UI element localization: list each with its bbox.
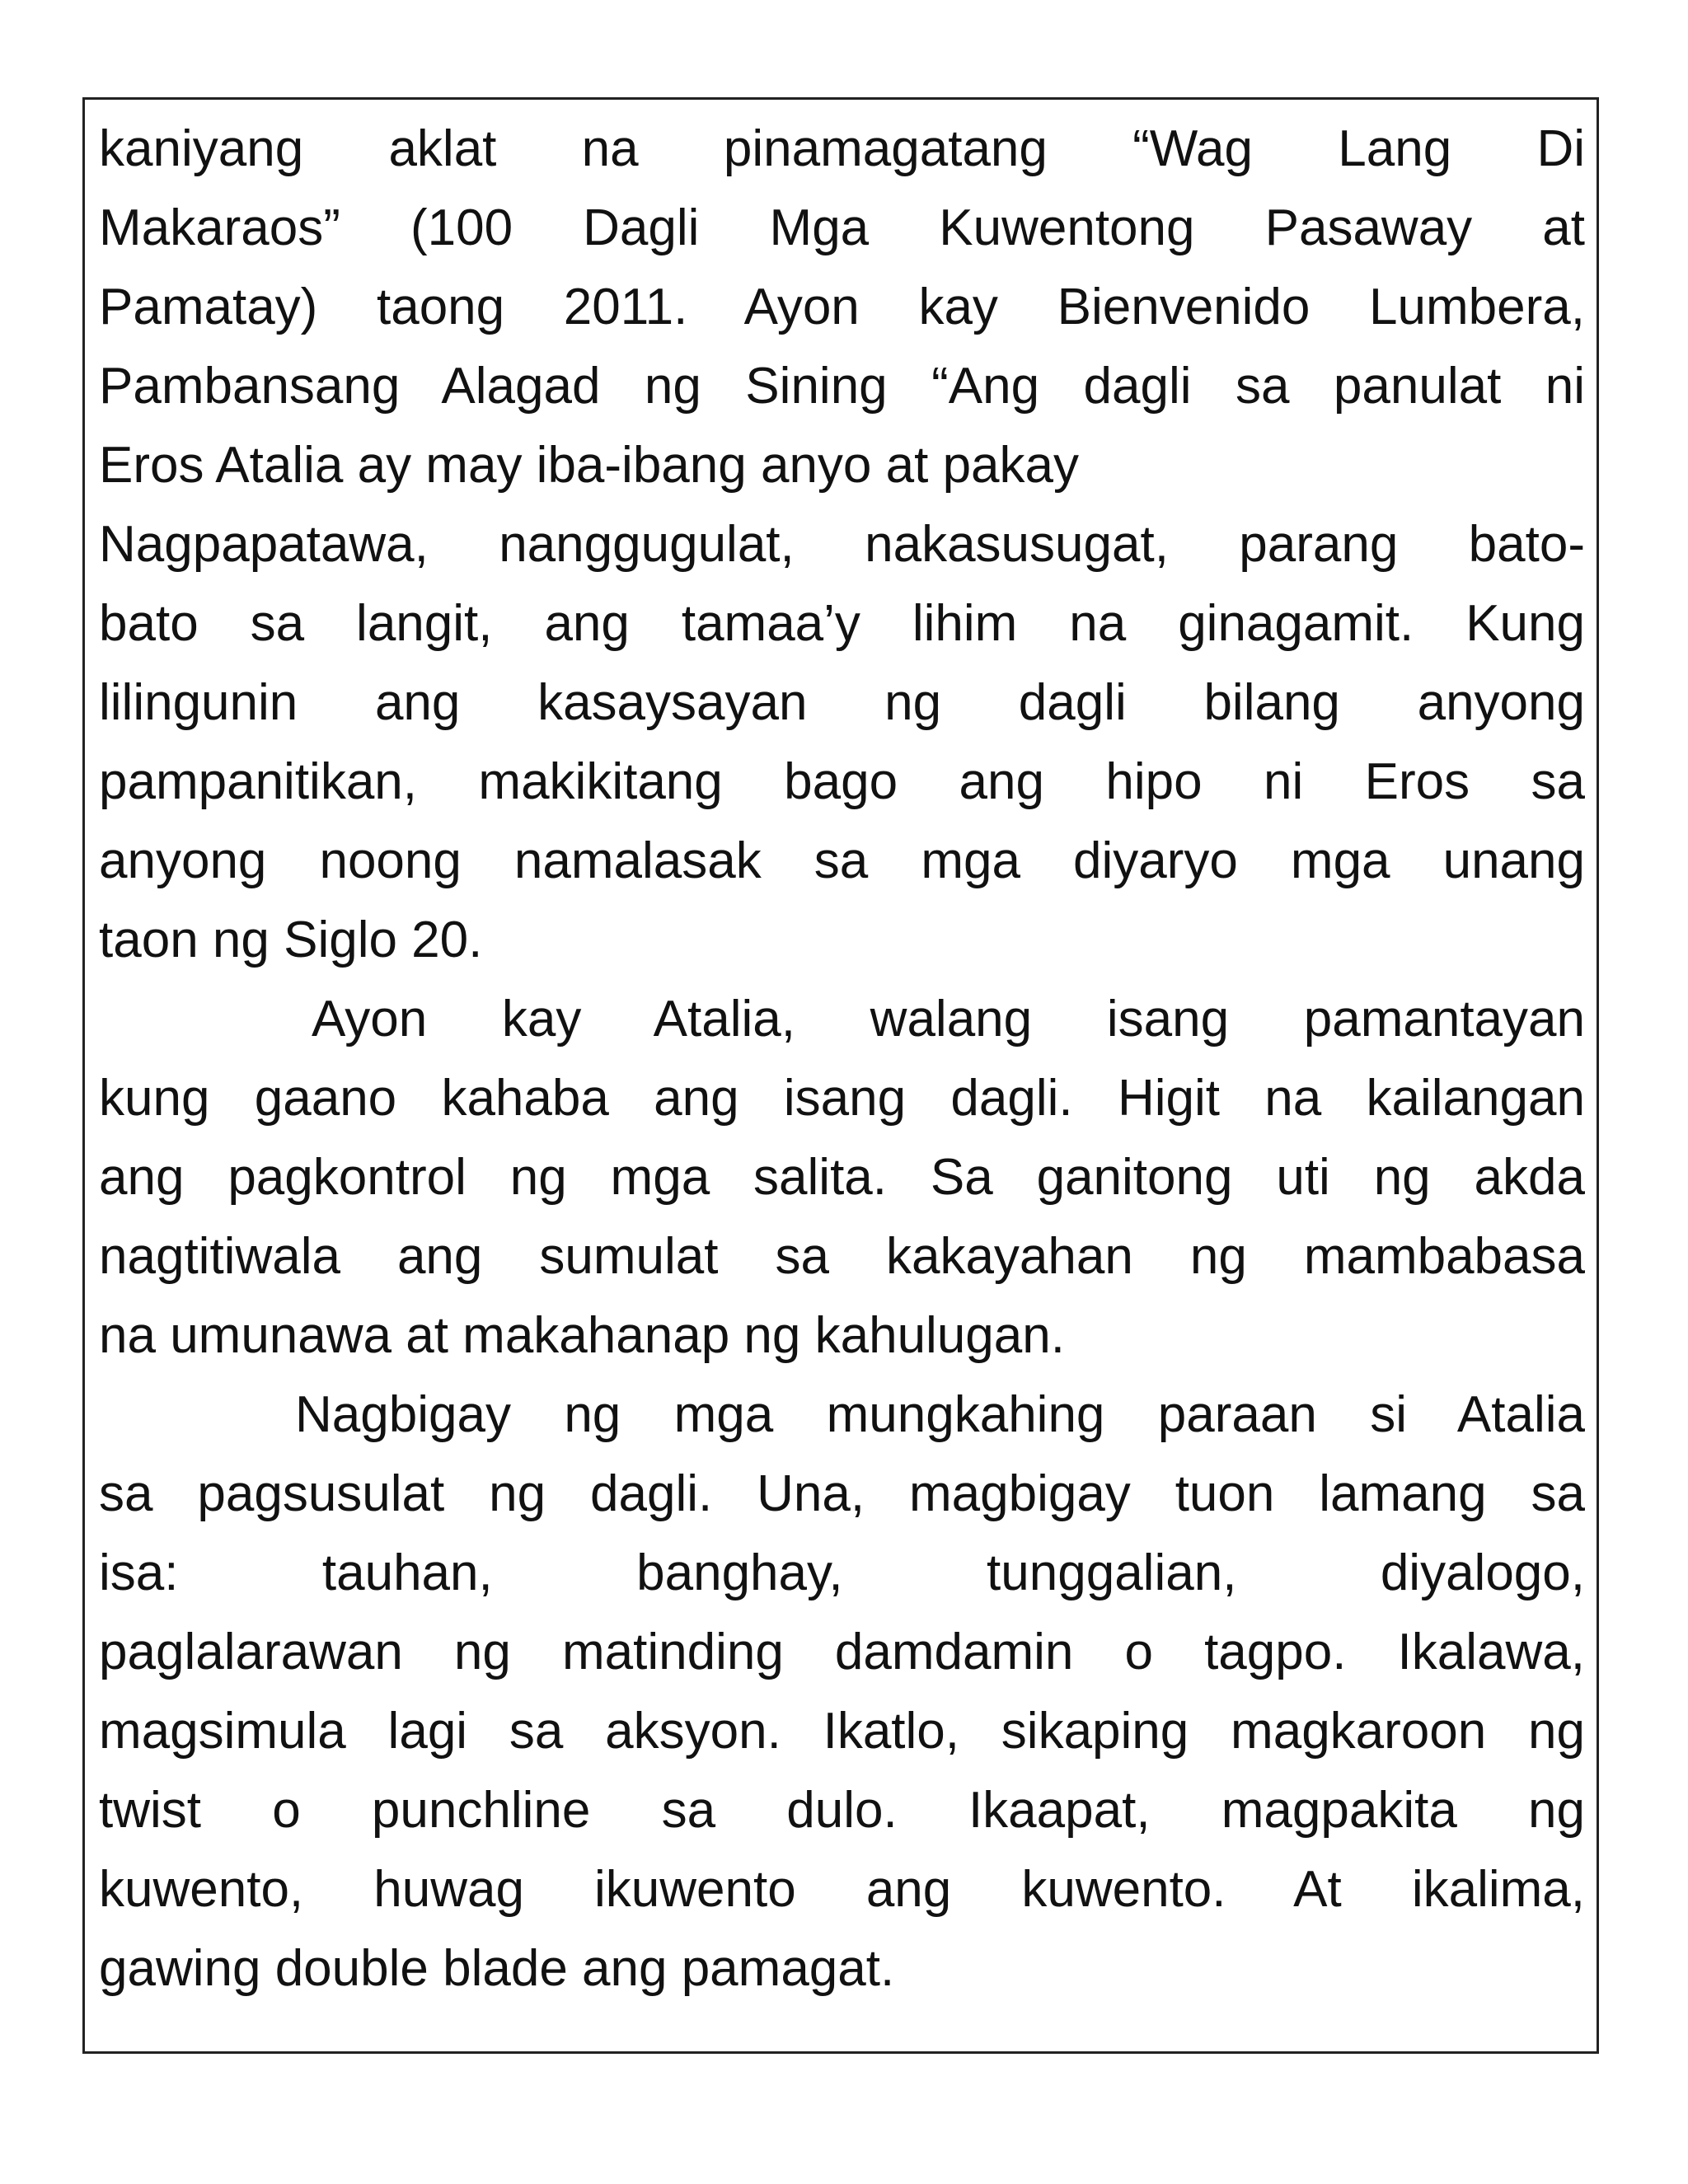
text-line: kaniyang aklat na pinamagatang “Wag Lang Di (99, 120, 1585, 177)
text-line: gawing double blade ang pamagat. (99, 1940, 895, 1997)
text-line: Pamatay) taong 2011. Ayon kay Bienvenido Lumbera, (99, 279, 1585, 335)
text-line: Ayon kay Atalia, walang isang pamantayan (312, 991, 1585, 1047)
text-line: magsimula lagi sa aksyon. Ikatlo, sikaping magkaroon ng (99, 1703, 1585, 1760)
text-line: paglalarawan ng matinding damdamin o tagpo. Ikalawa, (99, 1624, 1585, 1680)
text-line: Makaraos” (100 Dagli Mga Kuwentong Pasaway at (99, 199, 1585, 256)
text-line: taon ng Siglo 20. (99, 912, 483, 968)
text-line: Nagbigay ng mga mungkahing paraan si Atalia (295, 1386, 1585, 1443)
text-line: lilingunin ang kasaysayan ng dagli bilang anyong (99, 674, 1585, 731)
text-line: na umunawa at makahanap ng kahulugan. (99, 1307, 1065, 1364)
document-body (99, 110, 1585, 2008)
text-line: Pambansang Alagad ng Sining “Ang dagli sa panulat ni (99, 358, 1585, 415)
text-line: Nagpapatawa, nanggugulat, nakasusugat, parang bato- (99, 516, 1585, 573)
text-line: sa pagsusulat ng dagli. Una, magbigay tuon lamang sa (99, 1465, 1585, 1522)
text-line: anyong noong namalasak sa mga diyaryo mga unang (99, 832, 1585, 889)
text-line: ang pagkontrol ng mga salita. Sa ganitong uti ng akda (99, 1149, 1585, 1206)
text-line: bato sa langit, ang tamaa’y lihim na ginagamit. Kung (99, 595, 1585, 652)
text-line: pampanitikan, makikitang bago ang hipo ni Eros sa (99, 753, 1585, 810)
text-line: kuwento, huwag ikuwento ang kuwento. At ikalima, (99, 1861, 1585, 1918)
text-line: nagtitiwala ang sumulat sa kakayahan ng mambabasa (99, 1228, 1585, 1285)
text-line: isa: tauhan, banghay, tunggalian, diyalogo, (99, 1544, 1585, 1601)
text-line: twist o punchline sa dulo. Ikaapat, magpakita ng (99, 1782, 1585, 1839)
text-line: kung gaano kahaba ang isang dagli. Higit na kailangan (99, 1070, 1585, 1127)
text-line: Eros Atalia ay may iba-ibang anyo at pakay (99, 437, 1080, 494)
